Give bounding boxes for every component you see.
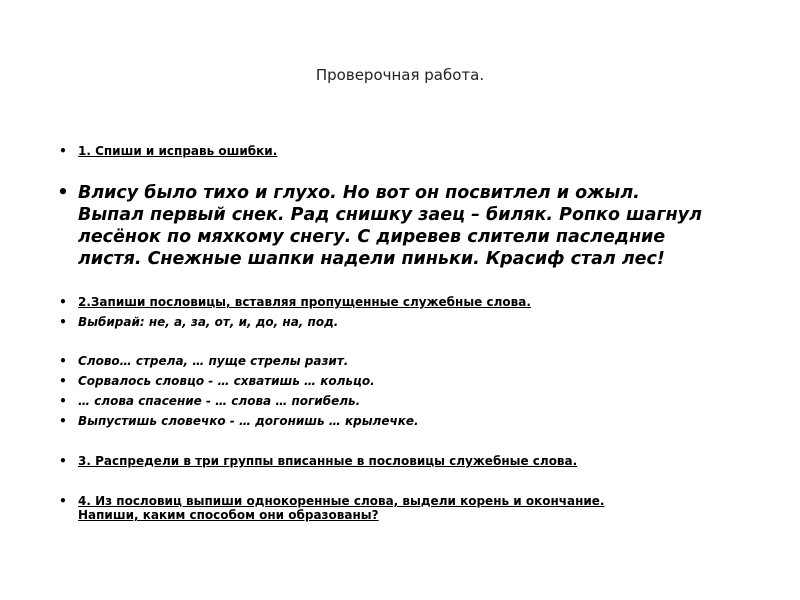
proverb-row	[56, 394, 776, 408]
task-2-heading: 2.Запиши пословицы, вставляя пропущенные служебные слова.	[78, 295, 531, 309]
dictation-text	[56, 182, 776, 270]
task-4-line: 4. Из пословиц выпиши однокоренные слова, выдели корень и окончание.	[78, 494, 605, 508]
page-title: Проверочная работа.	[315, 66, 485, 84]
bullet: •	[59, 414, 67, 428]
proverb: Сорвалось словцо - … схватишь … кольцо.	[78, 374, 375, 388]
proverb-row	[56, 374, 776, 388]
bullet: •	[59, 315, 67, 329]
task-1-heading: 1. Спиши и исправь ошибки.	[78, 144, 278, 158]
bullet: •	[59, 144, 67, 158]
proverb-row	[56, 414, 776, 428]
proverb: … слова спасение - … слова … погибель.	[78, 394, 361, 408]
bullet: •	[57, 183, 69, 203]
task-2-hint-row	[56, 315, 776, 329]
bullet: •	[59, 354, 67, 368]
task-3	[56, 454, 776, 468]
proverb: Слово… стрела, … пуще стрелы разит.	[78, 354, 349, 368]
dictation-line: Выпал первый снек. Рад снишку заец – биляк. Ропко шагнул	[78, 205, 702, 225]
task-3-heading: 3. Распредели в три группы вписанные в пословицы служебные слова.	[78, 454, 578, 468]
bullet: •	[59, 394, 67, 408]
task-2	[56, 295, 776, 309]
bullet: •	[59, 454, 67, 468]
task-4-line: Напиши, каким способом они образованы?	[78, 508, 379, 522]
bullet: •	[59, 494, 67, 508]
task-4	[56, 494, 776, 522]
task-1	[56, 144, 776, 158]
dictation-line: Влису было тихо и глухо. Но вот он посвитлел и ожыл.	[78, 183, 640, 203]
bullet: •	[59, 374, 67, 388]
bullet: •	[59, 295, 67, 309]
task-2-hint: Выбирай: не, а, за, от, и, до, на, под.	[78, 315, 339, 329]
dictation-line: листя. Снежные шапки надели пиньки. Красиф стал лес!	[78, 249, 665, 269]
proverb-row	[56, 354, 776, 368]
dictation-line: лесёнок по мяхкому снегу. С диревев слители паследние	[78, 227, 666, 247]
proverb: Выпустишь словечко - … догонишь … крылечке.	[78, 414, 419, 428]
